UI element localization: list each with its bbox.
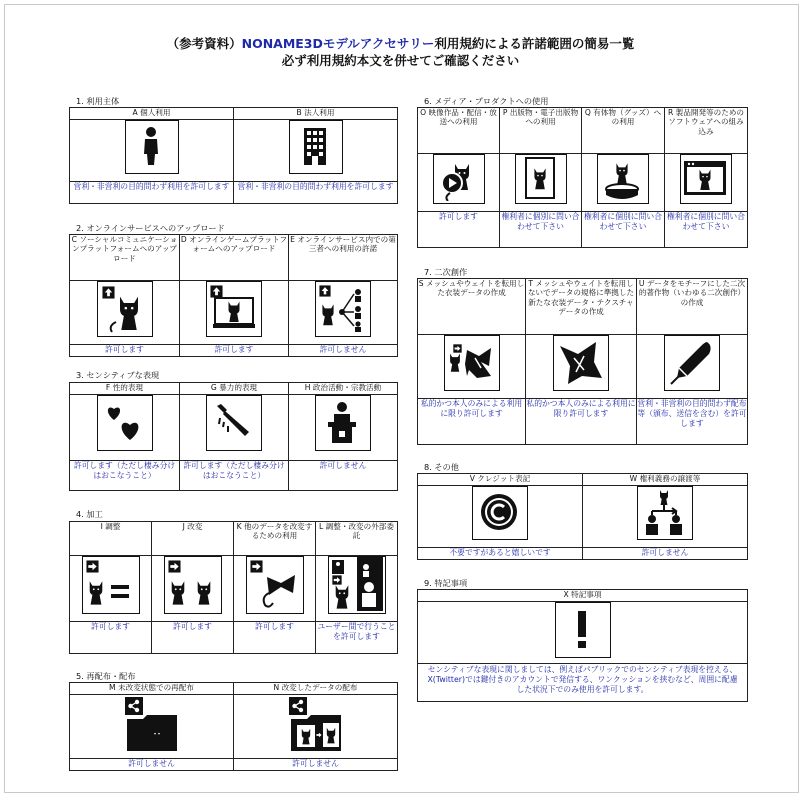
section-7-table <box>417 278 748 445</box>
cell-e-header: E オンラインサービス内での第三者への利用の許諾 <box>289 235 398 281</box>
knife-icon <box>206 395 262 451</box>
cell-u-icon <box>637 335 748 399</box>
cell-i-header: I 調整 <box>70 522 152 556</box>
cell-t-icon <box>526 335 637 399</box>
section-8-table <box>417 473 748 560</box>
modify-icon <box>164 556 222 614</box>
cell-o-icon <box>418 154 500 212</box>
upload-avatar-icon <box>97 281 153 337</box>
cell-i-icon <box>70 556 152 622</box>
title-brand: NONAME3Dモデルアクセサリー <box>241 36 435 51</box>
cell-h-footer: 許可しません <box>289 461 398 491</box>
cell-a-icon <box>70 120 234 182</box>
costume-transfer-icon <box>444 335 500 391</box>
podium-icon <box>315 395 371 451</box>
person-icon <box>125 120 179 174</box>
page-title <box>0 36 801 52</box>
cell-s-header: S メッシュやウェイトを転用した衣装データの作成 <box>418 279 526 335</box>
section-6-table <box>417 107 748 248</box>
cell-a-header: A 個人利用 <box>70 108 234 120</box>
adjust-icon <box>82 556 140 614</box>
cell-f-header: F 性的表現 <box>70 383 180 395</box>
cell-d-icon <box>180 281 289 345</box>
cell-c-icon <box>70 281 180 345</box>
cell-w-footer: 許可しません <box>583 548 748 560</box>
cell-k-icon <box>234 556 316 622</box>
cell-o-header: O 映像作品・配信・放送への利用 <box>418 108 500 154</box>
section-9-title: 9. 特記事項 <box>424 578 468 588</box>
cell-m-header: M 未改変状態での再配布 <box>70 683 234 695</box>
cell-m-footer: 許可しません <box>70 759 234 771</box>
cell-h-icon <box>289 395 398 461</box>
cell-q-icon <box>582 154 665 212</box>
cell-p-icon <box>500 154 582 212</box>
cell-c-header: C ソーシャルコミュニケーションプラットフォームへのアップロード <box>70 235 180 281</box>
cell-t-header: T メッシュやウェイトを転用しないでデータの規格に準拠した新たな衣装データ・テクスチャデータの作成 <box>526 279 637 335</box>
section-3-title: 3. センシティブな表現 <box>76 370 160 380</box>
cell-e-footer: 許可しません <box>289 345 398 357</box>
copyright-icon <box>472 486 528 540</box>
cell-j-icon <box>152 556 234 622</box>
ribbon-modify-icon <box>246 556 304 614</box>
share-folder-icon <box>123 695 181 753</box>
cell-k-header: K 他のデータを改変するための利用 <box>234 522 316 556</box>
cell-n-icon <box>234 695 398 759</box>
cell-e-icon <box>289 281 398 345</box>
section-2-table <box>69 234 398 357</box>
section-2-title: 2. オンラインサービスへのアップロード <box>76 223 225 233</box>
cell-m-icon <box>70 695 234 759</box>
cell-j-header: J 改変 <box>152 522 234 556</box>
cell-r-header: R 製品開発等のためのソフトウェアへの組み込み <box>665 108 748 154</box>
cell-n-header: N 改変したデータの配布 <box>234 683 398 695</box>
goods-icon <box>597 154 649 204</box>
cell-x-header: X 特記事項 <box>418 590 748 602</box>
cell-w-header: W 権利義務の譲渡等 <box>583 474 748 486</box>
cell-c-footer: 許可します <box>70 345 180 357</box>
section-4-table <box>69 521 398 654</box>
outsource-icon <box>328 556 386 614</box>
cell-b-icon <box>234 120 398 182</box>
section-5-title: 5. 再配布・配布 <box>76 671 136 681</box>
cell-l-footer: ユーザー間で行うことを許可します <box>316 622 398 654</box>
cell-g-icon <box>180 395 289 461</box>
cell-a-footer: 営利・非営利の目的問わず利用を許可します <box>70 182 234 204</box>
cell-s-icon <box>418 335 526 399</box>
building-icon <box>289 120 343 174</box>
cell-r-footer: 権利者に個別に問い合わせて下さい <box>665 212 748 248</box>
cell-u-footer: 営利・非営利の目的問わず配布等（頒布、送信を含む）を許可します <box>637 399 748 445</box>
cell-w-icon <box>583 486 748 548</box>
section-1-title: 1. 利用主体 <box>76 96 120 106</box>
cell-v-footer: 不要ですがあると嬉しいです <box>418 548 583 560</box>
cell-d-footer: 許可します <box>180 345 289 357</box>
cell-g-header: G 暴力的表現 <box>180 383 289 395</box>
video-icon <box>433 154 485 204</box>
section-9-table <box>417 589 748 702</box>
cell-l-icon <box>316 556 398 622</box>
section-5-table <box>69 682 398 771</box>
cell-b-header: B 法人利用 <box>234 108 398 120</box>
cell-u-header: U データをモチーフにした二次的著作物（いわゆる二次創作）の作成 <box>637 279 748 335</box>
section-8-title: 8. その他 <box>424 462 459 472</box>
cell-j-footer: 許可します <box>152 622 234 654</box>
rights-transfer-icon <box>637 486 693 540</box>
cell-v-header: V クレジット表記 <box>418 474 583 486</box>
share-modified-icon <box>287 695 345 753</box>
cell-v-icon <box>418 486 583 548</box>
cell-x-icon <box>418 602 748 664</box>
section-7-title: 7. 二次創作 <box>424 267 468 277</box>
exclamation-icon <box>555 602 611 658</box>
cell-p-header: P 出版物・電子出版物への利用 <box>500 108 582 154</box>
cell-o-footer: 許可します <box>418 212 500 248</box>
cell-t-footer: 私的かつ本人のみによる利用に限り許可します <box>526 399 637 445</box>
publication-icon <box>515 154 567 204</box>
cell-h-header: H 政治活動・宗教活動 <box>289 383 398 395</box>
section-1-table <box>69 107 398 204</box>
cell-q-footer: 権利者に個別に問い合わせて下さい <box>582 212 665 248</box>
cell-l-header: L 調整・改変の外部委託 <box>316 522 398 556</box>
software-icon <box>680 154 732 204</box>
cell-r-icon <box>665 154 748 212</box>
cell-q-header: Q 有体物（グッズ）への利用 <box>582 108 665 154</box>
upload-game-icon <box>206 281 262 337</box>
cell-d-header: D オンラインゲームプラットフォームへのアップロード <box>180 235 289 281</box>
title-suffix: 利用規約による許諾範囲の簡易一覧 <box>434 36 635 51</box>
cell-i-footer: 許可します <box>70 622 152 654</box>
third-party-share-icon <box>315 281 371 337</box>
page-subtitle: 必ず利用規約本文を併せてご確認ください <box>281 53 520 68</box>
cell-k-footer: 許可します <box>234 622 316 654</box>
cell-b-footer: 営利・非営利の目的問わず利用を許可します <box>234 182 398 204</box>
cell-x-footer: センシティブな表現に関しましては、例えばパブリックでのセンシティブ表現を控える、X(Twitter)では鍵付きのアカウントで発信する、ワンクッションを挟むなど、周囲に配慮した状況下でのみ使用を許可します。 <box>418 664 748 702</box>
hearts-icon <box>97 395 153 451</box>
cell-s-footer: 私的かつ本人のみによる利用に限り許可します <box>418 399 526 445</box>
title-prefix: （参考資料） <box>166 36 242 51</box>
section-6-title: 6. メディア・プロダクトへの使用 <box>424 96 549 106</box>
cell-p-footer: 権利者に個別に問い合わせて下さい <box>500 212 582 248</box>
section-3-table <box>69 382 398 491</box>
section-4-title: 4. 加工 <box>76 509 103 519</box>
cell-n-footer: 許可しません <box>234 759 398 771</box>
cell-f-footer: 許可します（ただし棲み分けはおこなうこと） <box>70 461 180 491</box>
pen-nib-icon <box>664 335 720 391</box>
new-costume-icon <box>553 335 609 391</box>
cell-g-footer: 許可します（ただし棲み分けはおこなうこと） <box>180 461 289 491</box>
cell-f-icon <box>70 395 180 461</box>
